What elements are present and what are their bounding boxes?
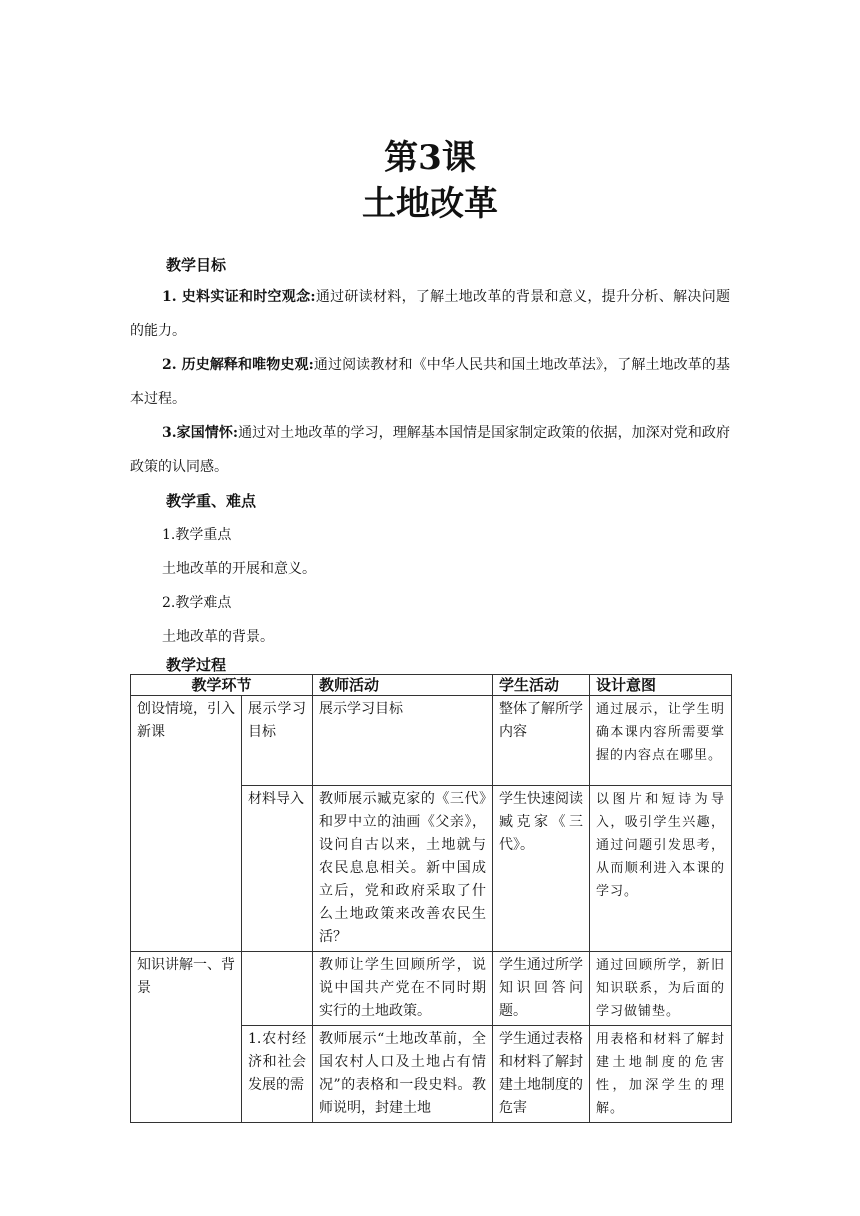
cell-teacher: 教师展示臧克家的《三代》和罗中立的油画《父亲》，设问自古以来，土地就与农民息息相关。新中国成立后，党和政府采取了什么土地政策来改善农民生活？ bbox=[313, 786, 493, 952]
goal-text: 通过对土地改革的学习，理解基本国情是国家制定政策的依据，加深对党和政府政策的认同感。 bbox=[130, 425, 730, 475]
goal-label: 1. 史料实证和时空观念: bbox=[162, 289, 316, 305]
cell-sub: 展示学习目标 bbox=[242, 696, 313, 786]
header-student: 学生活动 bbox=[493, 675, 590, 696]
cell-sub: 1.农村经济和社会发展的需 bbox=[242, 1026, 313, 1123]
table-header-row bbox=[131, 675, 732, 696]
process-table bbox=[130, 674, 732, 1123]
cell-sub bbox=[242, 952, 313, 1026]
difficulty-text: 土地改革的背景。 bbox=[162, 629, 274, 645]
key-label: 1.教学重点 bbox=[162, 527, 232, 543]
cell-teacher: 教师让学生回顾所学，说说中国共产党在不同时期实行的土地政策。 bbox=[313, 952, 493, 1026]
cell-student: 学生通过表格和材料了解封建土地制度的危害 bbox=[493, 1026, 590, 1123]
cell-teacher: 展示学习目标 bbox=[313, 696, 493, 786]
table-row bbox=[131, 952, 732, 1026]
goal-text: 通过阅读教材和《中华人民共和国土地改革法》，了解土地改革的基本过程。 bbox=[130, 357, 730, 407]
header-intent: 设计意图 bbox=[590, 675, 732, 696]
goal-item-3 bbox=[130, 416, 730, 484]
table-row bbox=[131, 696, 732, 786]
goals-heading: 教学目标 bbox=[166, 256, 227, 274]
goal-item-1 bbox=[130, 280, 730, 348]
lesson-number: 第3课 bbox=[384, 138, 476, 178]
header-teacher: 教师活动 bbox=[313, 675, 493, 696]
process-heading: 教学过程 bbox=[166, 656, 227, 674]
cell-student: 学生通过所学知识回答问题。 bbox=[493, 952, 590, 1026]
goal-label: 2. 历史解释和唯物史观: bbox=[162, 357, 314, 373]
cell-intent: 通过回顾所学，新旧知识联系，为后面的学习做铺垫。 bbox=[590, 952, 732, 1026]
cell-sub: 材料导入 bbox=[242, 786, 313, 952]
goal-item-2 bbox=[130, 348, 730, 416]
difficulty-label: 2.教学难点 bbox=[162, 595, 232, 611]
cell-student: 整体了解所学内容 bbox=[493, 696, 590, 786]
header-stage: 教学环节 bbox=[131, 675, 313, 696]
goal-text: 通过研读材料，了解土地改革的背景和意义，提升分析、解决问题的能力。 bbox=[130, 289, 730, 339]
key-text: 土地改革的开展和意义。 bbox=[162, 561, 316, 577]
goal-label: 3.家国情怀: bbox=[162, 425, 239, 441]
cell-stage: 知识讲解一、背景 bbox=[131, 952, 242, 1123]
cell-teacher: 教师展示“土地改革前，全国农村人口及土地占有情况”的表格和一段史料。教师说明，封建土地 bbox=[313, 1026, 493, 1123]
keypoints-heading: 教学重、难点 bbox=[166, 492, 257, 510]
cell-intent: 通过展示，让学生明确本课内容所需要掌握的内容点在哪里。 bbox=[590, 696, 732, 786]
cell-stage: 创设情境，引入新课 bbox=[131, 696, 242, 952]
cell-intent: 以图片和短诗为导入，吸引学生兴趣，通过问题引发思考，从而顺利进入本课的学习。 bbox=[590, 786, 732, 952]
cell-intent: 用表格和材料了解封建土地制度的危害性，加深学生的理解。 bbox=[590, 1026, 732, 1123]
lesson-title: 土地改革 bbox=[362, 184, 498, 224]
cell-student: 学生快速阅读臧克家《三代》。 bbox=[493, 786, 590, 952]
